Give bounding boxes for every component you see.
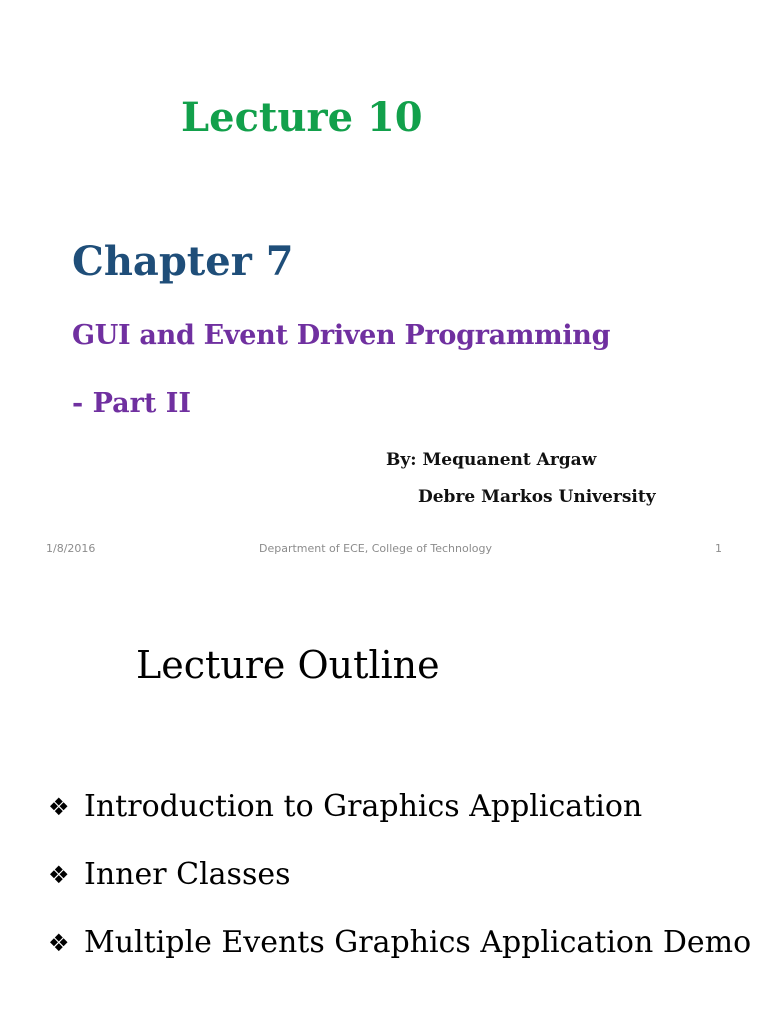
outline-title: Lecture Outline <box>136 643 440 687</box>
outline-item <box>48 856 751 924</box>
outline-item-text: Inner Classes <box>84 857 291 892</box>
diamond-bullet-icon: ❖ <box>48 929 70 957</box>
outline-item <box>48 924 751 992</box>
chapter-subtitle: GUI and Event Driven Programming <box>72 320 611 351</box>
outline-item-text: Introduction to Graphics Application <box>84 789 643 824</box>
chapter-title: Chapter 7 <box>72 238 294 285</box>
outline-list <box>48 788 751 992</box>
diamond-bullet-icon: ❖ <box>48 861 70 889</box>
outline-item <box>48 788 751 856</box>
part-label: - Part II <box>72 388 192 419</box>
footer-department: Department of ECE, College of Technology <box>259 542 492 555</box>
outline-slide <box>0 576 768 1024</box>
outline-item-text: Multiple Events Graphics Application Demo <box>84 925 752 960</box>
author-name: By: Mequanent Argaw <box>386 450 597 470</box>
lecture-number: Lecture 10 <box>181 94 423 141</box>
footer-date: 1/8/2016 <box>46 542 96 555</box>
footer-page-number: 1 <box>715 542 722 555</box>
diamond-bullet-icon: ❖ <box>48 793 70 821</box>
university-name: Debre Markos University <box>418 487 656 507</box>
